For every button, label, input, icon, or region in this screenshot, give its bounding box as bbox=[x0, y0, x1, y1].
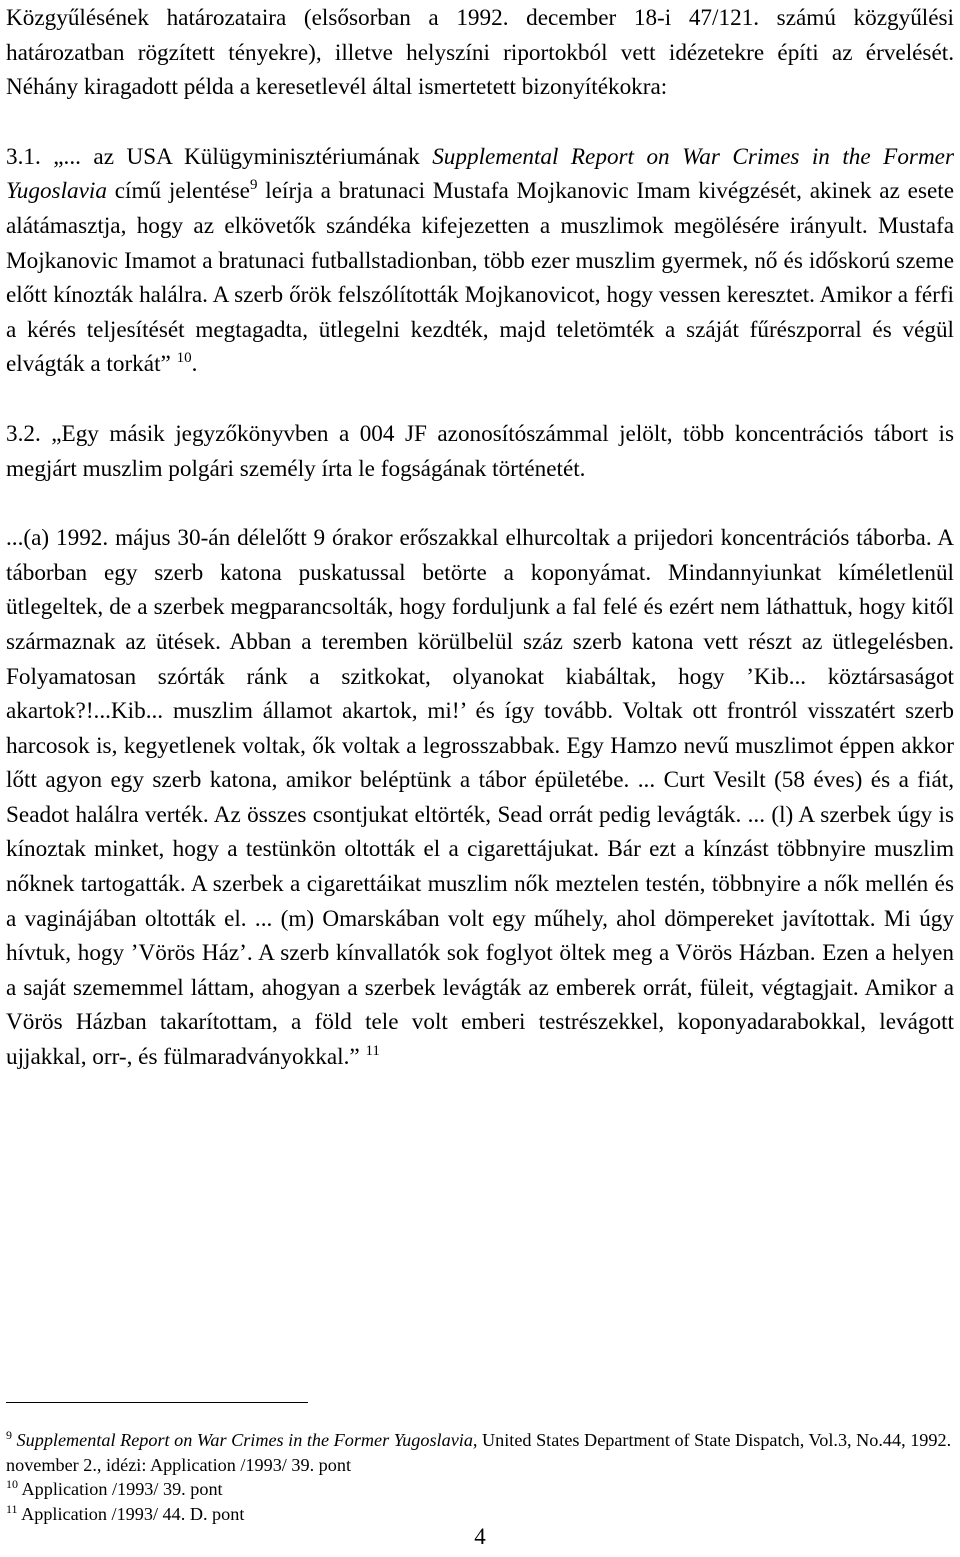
intro-paragraph: Közgyűlésének határozataira (elsősorban a 1992. december 18-i 47/121. számú közgyűlési határozatban rögzített tényekre), illetve helyszíni riportokból vett idézetekre építi az érvelését. Néhány kiragadott példa a keresetlevél által ismertetett bizonyítékokra: bbox=[6, 5, 954, 101]
section-3-1-paragraph bbox=[6, 140, 954, 382]
document-page bbox=[6, 0, 954, 1075]
footnote-ref-10[interactable]: 10 bbox=[176, 350, 192, 367]
footnote-number: 11 bbox=[6, 1501, 18, 1516]
section-3-2-paragraph: 3.2. „Egy másik jegyzőkönyvben a 004 JF azonosítószámmal jelölt, több koncentrációs tábort is megjárt muszlim polgári személy írta le fogságának történetét. bbox=[6, 420, 954, 482]
section-3-1-end: . bbox=[191, 351, 198, 378]
section-3-1-start: 3.1. „... az USA Külügyminisztériumának bbox=[6, 143, 433, 170]
section-3-2-quote-text: ...(a) 1992. május 30-án délelőtt 9 órakor erőszakkal elhurcoltak a prijedori koncentrációs táborba. A táborban egy szerb katona puskatussal betörte a koponyámat. Mindannyiunkat kíméletlenül ütlegeltek, de a szerbek megparancsolták, hogy forduljunk a fal felé és ezért nem láthattuk, hogy kitől származnak az ütések. Abban a teremben körülbelül száz szerb katona vett részt az ütlegelésben. Folyamatosan szórták ránk a szitkokat, olyanokat kiabáltak, hogy ’Kib... köztársaságot akartok?!...Kib... muszlim államot akartok, mi!’ és így tovább. Voltak ott frontról visszatért szerb harcosok is, kegyetlenek voltak, ők voltak a legrosszabbak. Egy Hamzo nevű muszlimot éppen akkor lőtt agyon egy szerb katona, amikor beléptünk a tábor épületébe. ... Curt Vesilt (58 éves) és a fiát, Seadot halálra verték. Az összes csontjukat eltörték, Sead orrát pedig levágták. ... (l) A szerbek úgy is kínoztak minket, hogy a testünkön oltották el a cigarettájukat. Bár ezt a kínzást többnyire muszlim nőknek tartogatták. A szerbek a cigarettáikat muszlim nők meztelen testén, többnyire a nők mellén és a vaginájában oltották el. ... (m) Omarskában volt egy műhely, ahol dömpereket javítottak. Mi úgy hívtuk, hogy ’Vörös Ház’. A szerb kínvallatók sok foglyot öltek meg a Vörös Házban. Ezen a helyen a saját szememmel láttam, ahogyan a szerbek levágták az emberek orrát, füleit, végtagjait. Amikor a Vörös Házban takarítottam, a föld tele volt emberi testrészekkel, koponyadarabokkal, levágott ujjakkal, orr-, és fülmaradványokkal.” bbox=[6, 525, 954, 1071]
footnote-ref-11[interactable]: 11 bbox=[365, 1043, 380, 1060]
footnote-9 bbox=[6, 1428, 954, 1477]
footnote-italic-title: Supplemental Report on War Crimes in the Former Yugoslavia bbox=[16, 1430, 473, 1450]
footnote-10 bbox=[6, 1477, 954, 1502]
footnote-number: 10 bbox=[6, 1477, 18, 1491]
footnote-number: 9 bbox=[6, 1428, 12, 1442]
footnote-separator bbox=[6, 1402, 308, 1403]
footnotes bbox=[6, 1428, 954, 1526]
footnote-11 bbox=[6, 1502, 954, 1527]
footnote-text: Application /1993/ 39. pont bbox=[18, 1479, 223, 1499]
footnote-text: Application /1993/ 44. D. pont bbox=[17, 1503, 245, 1524]
section-3-1-after-title: című jelentése bbox=[106, 178, 250, 205]
footnote-ref-9[interactable]: 9 bbox=[249, 177, 258, 194]
page-number: 4 bbox=[474, 1524, 486, 1549]
report-title: Supplemental Report on War Crimes in the Former Yugoslavia bbox=[6, 143, 954, 205]
section-3-2-quote bbox=[6, 521, 954, 1075]
footnote-text: , United States Department of State Dispatch, Vol.3, No.44, 1992. november 2., idézi: Application /1993/ 39. pont bbox=[6, 1430, 952, 1475]
section-3-1-text: leírja a bratunaci Mustafa Mojkanovic Imam kivégzését, akinek az esete alátámasztja, hogy az elkövetők szándéka kifejezetten a muszlimok megölésére irányult. Mustafa Mojkanovic Imamot a bratunaci futballstadionban, több ezer muszlim gyermek, nő és időskorú szeme előtt kínozták halálra. A szerb őrök felszólították Mojkanovicot, hogy vessen keresztet. Amikor a férfi a kérés teljesítését megtagadta, ütlegelni kezdték, majd teletömték a száját fűrészporral és végül elvágták a torkát” bbox=[6, 178, 954, 378]
